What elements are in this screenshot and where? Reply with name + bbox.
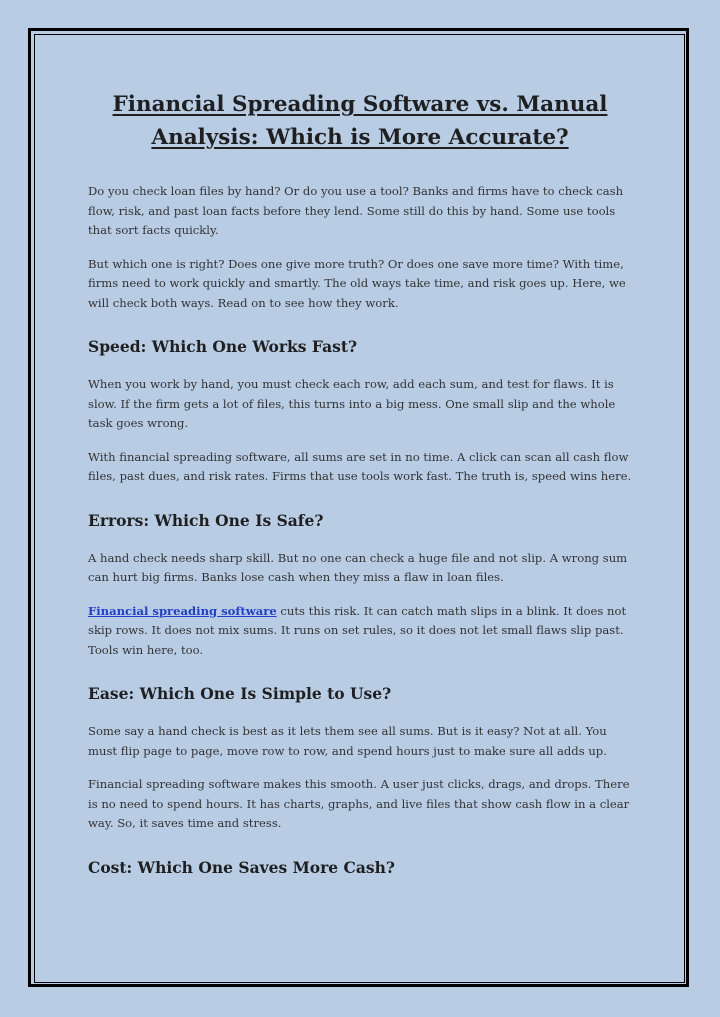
errors-paragraph-2-text: cuts this risk. It can catch math slips in a blink. It does not skip rows. It does not mix sums. It runs on set rules, so it does not let small flaws slip past. Tools win here, too. [88, 603, 627, 657]
speed-paragraph-2: With financial spreading software, all sums are set in no time. A click can scan all cash flow files, past dues, and risk rates. Firms that use tools work fast. The truth is, speed wins here. [88, 449, 632, 483]
intro-paragraph-2: But which one is right? Does one give more truth? Or does one save more time? With time, firms need to work quickly and smartly. The old ways take time, and risk goes up. Here, we will check both ways. Read on to see how they work. [88, 256, 626, 310]
errors-paragraph-1: A hand check needs sharp skill. But no one can check a huge file and not slip. A wrong sum can hurt big firms. Banks lose cash when they miss a flaw in loan files. [88, 550, 628, 584]
financial-spreading-software-link[interactable]: Financial spreading software [88, 603, 277, 618]
section-heading-speed: Speed: Which One Works Fast? [88, 337, 358, 356]
document-body [88, 88, 632, 896]
document-title: Financial Spreading Software vs. Manual Analysis: Which is More Accurate? [112, 92, 608, 150]
errors-paragraph-2 [88, 602, 632, 661]
section-heading-errors: Errors: Which One Is Safe? [88, 510, 324, 530]
section-heading-cost: Cost: Which One Saves More Cash? [88, 857, 395, 877]
intro-paragraph-1: Do you check loan files by hand? Or do you use a tool? Banks and firms have to check cash flow, risk, and past loan facts before they lend. Some still do this by hand. Some use tools that sort facts quickly. [88, 184, 624, 237]
speed-paragraph-1: When you work by hand, you must check each row, add each sum, and test for flaws. It is slow. If the firm gets a lot of files, this turns into a big mess. One small slip and the whole task goes wrong. [88, 377, 616, 430]
ease-paragraph-1: Some say a hand check is best as it lets them see all sums. But is it easy? Not at all. You must flip page to page, move row to row, and spend hours just to make sure all adds up. [88, 724, 607, 758]
section-heading-ease: Ease: Which One Is Simple to Use? [88, 684, 392, 703]
ease-paragraph-2: Financial spreading software makes this smooth. A user just clicks, drags, and drops. There is no need to spend hours. It has charts, graphs, and live files that show cash flow in a clear way. So, it saves time and stress. [88, 777, 630, 830]
